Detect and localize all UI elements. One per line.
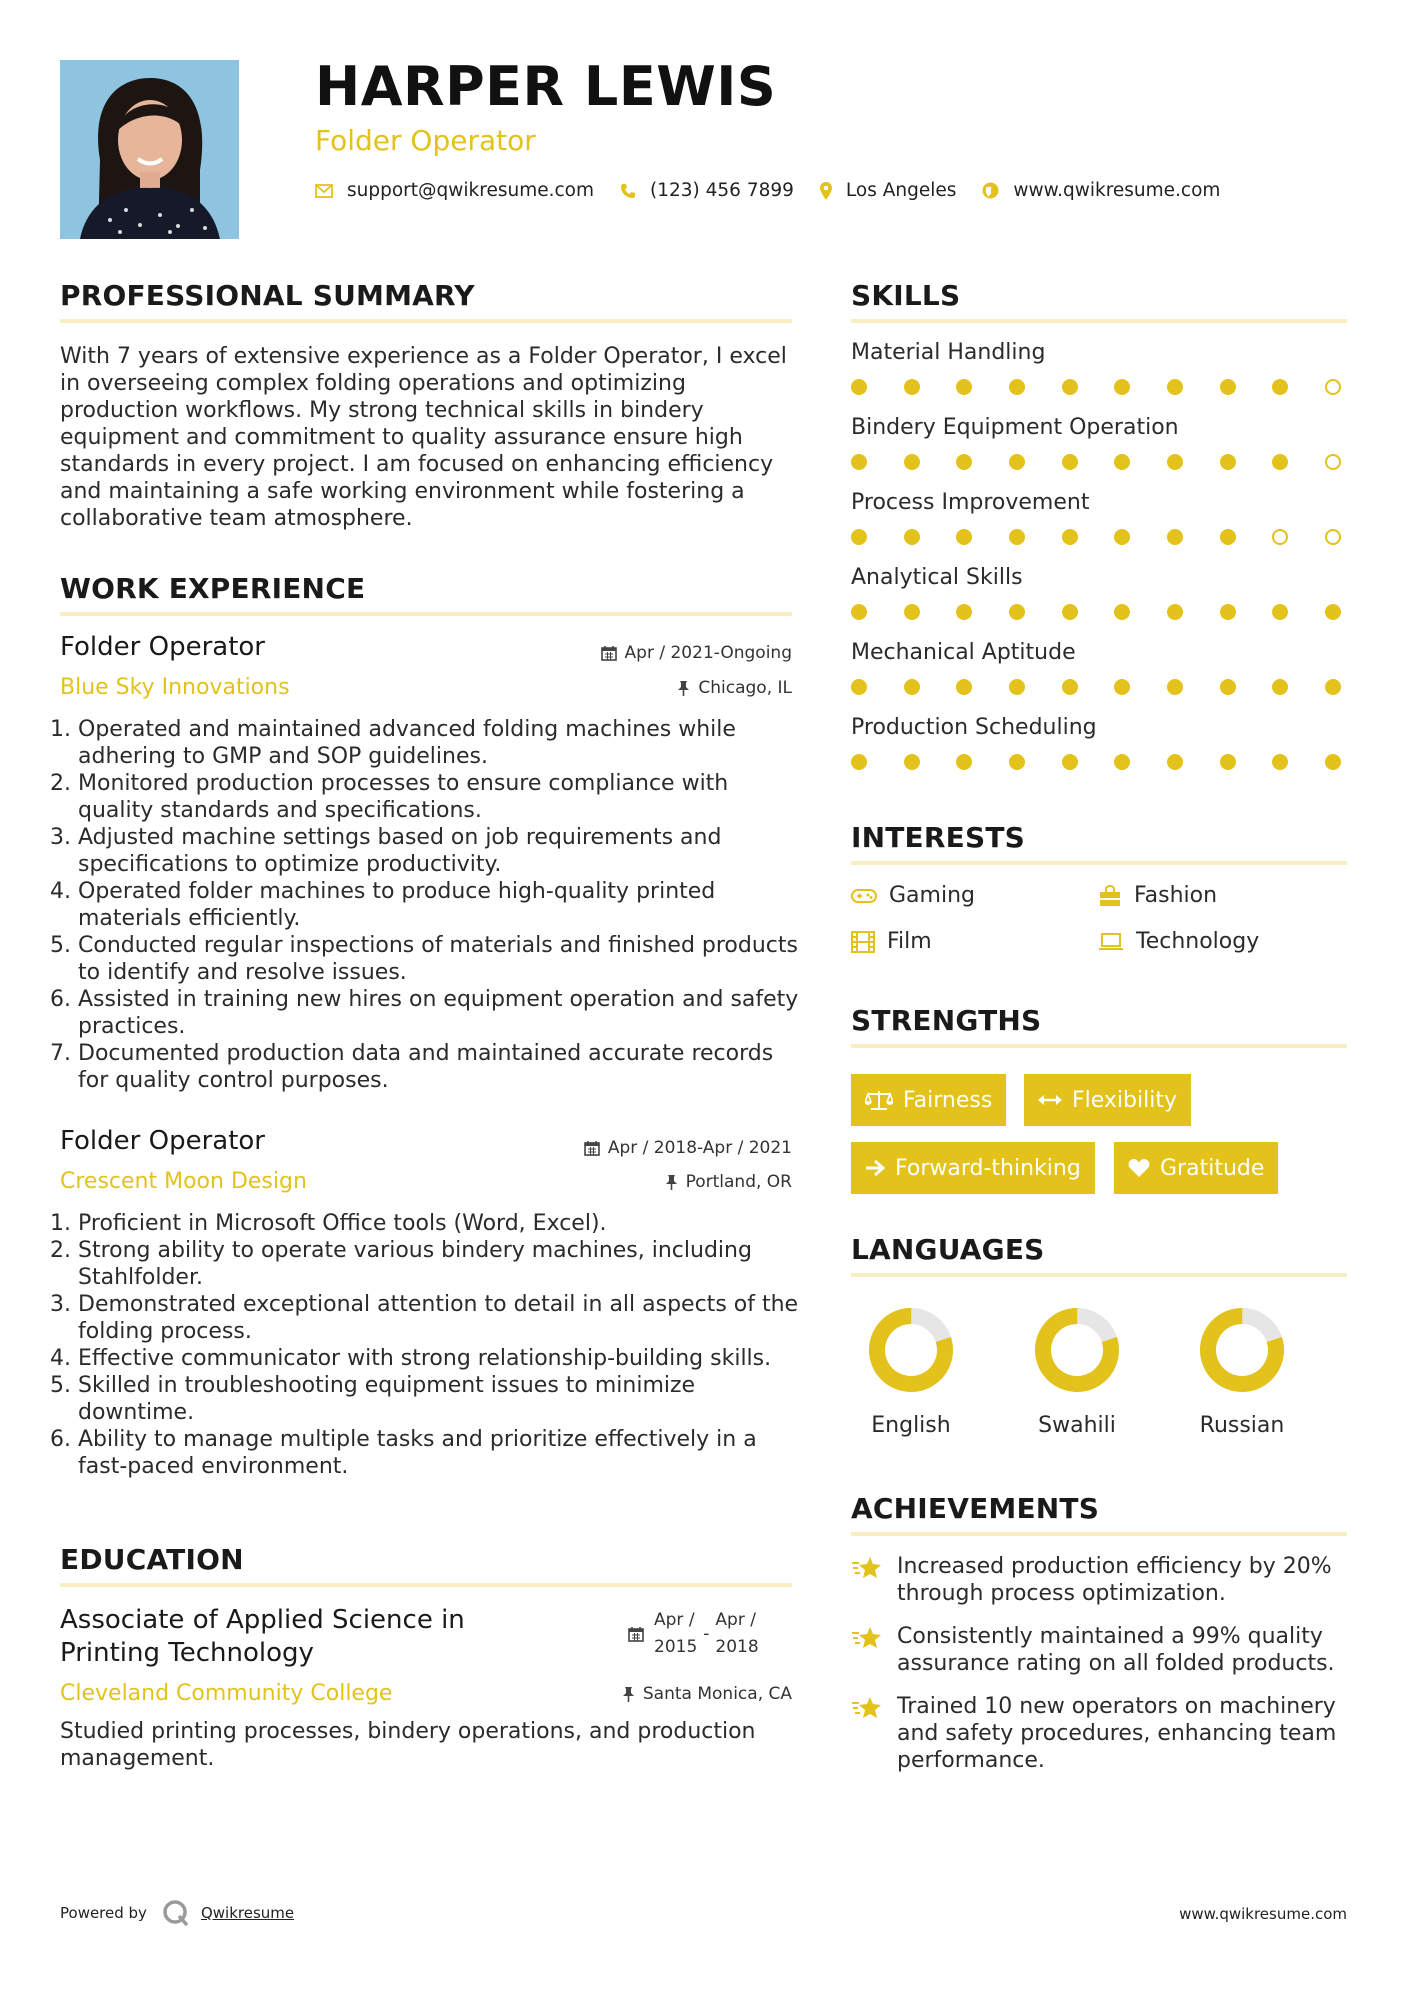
rating-dot-filled	[1220, 529, 1236, 545]
rating-dot-filled	[904, 379, 920, 395]
pushpin-icon	[677, 680, 690, 697]
rating-dot-filled	[1009, 679, 1025, 695]
skill-row	[851, 415, 1351, 490]
rating-dot-filled	[1272, 679, 1288, 695]
candidate-name: HARPER LEWIS	[315, 55, 777, 118]
gamepad-icon	[851, 888, 877, 904]
contact-bar	[315, 180, 1246, 201]
rating-dot-filled	[1062, 454, 1078, 470]
star-badge-icon	[851, 1555, 883, 1581]
rating-dot-filled	[1325, 604, 1341, 620]
job-2-bullet: 2. Strong ability to operate various bindery machines, including Stahlfolder.	[78, 1237, 800, 1291]
language-name: Russian	[1199, 1413, 1285, 1438]
language-donut	[1017, 1305, 1137, 1395]
strength-label: Fairness	[903, 1087, 993, 1113]
skill-row	[851, 715, 1351, 790]
rating-dot-filled	[851, 679, 867, 695]
rating-dot-filled	[1272, 379, 1288, 395]
job-1-location-text: Chicago, IL	[698, 678, 792, 698]
job-2-location-text: Portland, OR	[685, 1172, 792, 1192]
rating-dot-filled	[1167, 679, 1183, 695]
rating-dot-filled	[1114, 454, 1130, 470]
interests-heading: INTERESTS	[851, 821, 1025, 854]
rating-dot-filled	[1009, 754, 1025, 770]
achievement-item	[851, 1553, 1351, 1607]
skill-rating	[851, 529, 1341, 545]
languages-heading: LANGUAGES	[851, 1233, 1045, 1266]
rating-dot-filled	[851, 604, 867, 620]
summary-rule	[60, 319, 792, 323]
profile-photo	[60, 60, 239, 239]
rating-dot-filled	[904, 454, 920, 470]
job-1-company: Blue Sky Innovations	[60, 675, 290, 700]
degree-line-1: Associate of Applied Science in	[60, 1605, 465, 1635]
rating-dot-filled	[1009, 604, 1025, 620]
interest-gaming	[851, 883, 975, 908]
experience-heading: WORK EXPERIENCE	[60, 572, 366, 605]
edu-start-year: 2015	[654, 1637, 698, 1657]
rating-dot-filled	[1167, 754, 1183, 770]
job-2-title: Folder Operator	[60, 1126, 265, 1156]
school-name: Cleveland Community College	[60, 1681, 393, 1706]
edu-start-month: Apr /	[654, 1610, 695, 1630]
skill-name: Material Handling	[851, 340, 1046, 365]
rating-dot-filled	[1220, 454, 1236, 470]
achievement-text: Trained 10 new operators on machinery and safety procedures, enhancing team performance.	[897, 1694, 1337, 1773]
contact-website[interactable]	[982, 180, 1220, 201]
job-1-bullet: 6. Assisted in training new hires on equipment operation and safety practices.	[78, 986, 800, 1040]
strength-badge-fairness	[851, 1074, 1006, 1126]
job-2-location	[665, 1172, 792, 1192]
experience-rule	[60, 612, 792, 616]
rating-dot-filled	[851, 379, 867, 395]
interest-technology	[1098, 929, 1259, 954]
skill-row	[851, 565, 1351, 640]
envelope-icon	[315, 184, 333, 198]
education-location-text: Santa Monica, CA	[642, 1684, 792, 1704]
candidate-title: Folder Operator	[315, 124, 536, 157]
job-1-dates	[601, 643, 792, 663]
rating-dot-filled	[1114, 679, 1130, 695]
powered-by-label: Powered by	[60, 1904, 147, 1922]
rating-dot-empty	[1325, 379, 1341, 395]
rating-dot-filled	[904, 529, 920, 545]
phone-icon	[620, 183, 636, 199]
interest-label: Technology	[1136, 929, 1260, 954]
job-2-bullet: 1. Proficient in Microsoft Office tools (Word, Excel).	[78, 1210, 800, 1237]
contact-location	[820, 180, 957, 201]
rating-dot-filled	[956, 379, 972, 395]
languages-list	[851, 1305, 1351, 1445]
job-1-bullet: 1. Operated and maintained advanced folding machines while adhering to GMP and SOP guidelines.	[78, 716, 800, 770]
contact-phone[interactable]	[620, 180, 794, 201]
rating-dot-empty	[1272, 529, 1288, 545]
skills-heading: SKILLS	[851, 279, 961, 312]
contact-location-text: Los Angeles	[845, 180, 957, 201]
language-item	[1017, 1305, 1137, 1438]
strength-badge-forward-thinking	[851, 1142, 1095, 1194]
job-1-bullet: 3. Adjusted machine settings based on job requirements and specifications to optimize productivity.	[78, 824, 800, 878]
laptop-icon	[1098, 933, 1124, 951]
job-2-bullet: 3. Demonstrated exceptional attention to detail in all aspects of the folding process.	[78, 1291, 800, 1345]
language-name: Swahili	[1038, 1413, 1116, 1438]
rating-dot-filled	[956, 754, 972, 770]
interest-label: Gaming	[889, 883, 975, 908]
rating-dot-filled	[1114, 529, 1130, 545]
pushpin-icon	[665, 1174, 678, 1191]
skills-list	[851, 340, 1351, 790]
skill-name: Analytical Skills	[851, 565, 1023, 590]
footer-website[interactable]: www.qwikresume.com	[1179, 1905, 1347, 1923]
rating-dot-filled	[1272, 454, 1288, 470]
rating-dot-filled	[956, 604, 972, 620]
language-item	[1182, 1305, 1302, 1438]
strength-badge-gratitude	[1114, 1142, 1278, 1194]
edu-end-month: Apr /	[715, 1610, 756, 1630]
rating-dot-filled	[904, 679, 920, 695]
job-2-dates	[584, 1138, 792, 1158]
rating-dot-filled	[1114, 379, 1130, 395]
pushpin-icon	[622, 1686, 635, 1703]
globe-icon	[982, 182, 999, 199]
skill-name: Process Improvement	[851, 490, 1090, 515]
edu-date-dash: -	[703, 1624, 710, 1644]
achievement-item	[851, 1623, 1351, 1677]
job-1-dates-text: Apr / 2021-Ongoing	[624, 643, 792, 663]
edu-end	[715, 1607, 758, 1661]
language-name: English	[871, 1413, 951, 1438]
education-location	[622, 1684, 792, 1704]
language-donut	[1182, 1305, 1302, 1395]
contact-website-text: www.qwikresume.com	[1013, 180, 1221, 201]
rating-dot-filled	[956, 454, 972, 470]
language-donut-fill	[1199, 1307, 1285, 1393]
strength-label: Flexibility	[1072, 1087, 1177, 1113]
rating-dot-filled	[1062, 604, 1078, 620]
rating-dot-filled	[904, 604, 920, 620]
calendar-icon	[628, 1626, 644, 1642]
achievements-rule	[851, 1532, 1347, 1536]
balance-scale-icon	[865, 1089, 893, 1111]
language-donut-fill	[868, 1307, 954, 1393]
heart-icon	[1128, 1158, 1150, 1178]
contact-email[interactable]	[315, 180, 594, 201]
skills-rule	[851, 319, 1347, 323]
skill-row	[851, 490, 1351, 565]
footer-powered-by	[60, 1898, 294, 1928]
job-1-bullet: 7. Documented production data and maintained accurate records for quality control purposes.	[78, 1040, 800, 1094]
degree-line-2: Printing Technology	[60, 1638, 314, 1668]
rating-dot-empty	[1325, 454, 1341, 470]
language-donut	[851, 1305, 971, 1395]
skill-row	[851, 640, 1351, 715]
interest-label: Film	[887, 929, 932, 954]
calendar-icon	[601, 645, 617, 661]
rating-dot-filled	[1114, 604, 1130, 620]
skill-rating	[851, 379, 1341, 395]
strength-label: Gratitude	[1160, 1155, 1265, 1181]
film-icon	[851, 931, 875, 953]
job-1-bullet: 5. Conducted regular inspections of materials and finished products to identify and resolve issues.	[78, 932, 800, 986]
job-2-company: Crescent Moon Design	[60, 1169, 307, 1194]
arrow-right-icon	[865, 1159, 885, 1177]
contact-email-text: support@qwikresume.com	[347, 180, 594, 201]
rating-dot-filled	[1062, 529, 1078, 545]
skill-name: Bindery Equipment Operation	[851, 415, 1179, 440]
edu-start	[654, 1607, 697, 1661]
skill-name: Mechanical Aptitude	[851, 640, 1076, 665]
rating-dot-filled	[1167, 529, 1183, 545]
rating-dot-empty	[1325, 529, 1341, 545]
achievement-text: Increased production efficiency by 20% through process optimization.	[897, 1554, 1332, 1606]
skill-rating	[851, 679, 1341, 695]
qwikresume-logo-icon	[161, 1898, 191, 1928]
rating-dot-filled	[1272, 754, 1288, 770]
contact-phone-text: (123) 456 7899	[650, 180, 794, 201]
education-heading: EDUCATION	[60, 1543, 244, 1576]
interest-film	[851, 929, 932, 954]
strength-label: Forward-thinking	[895, 1155, 1081, 1181]
education-description: Studied printing processes, bindery operations, and production management.	[60, 1719, 756, 1771]
summary-heading: PROFESSIONAL SUMMARY	[60, 279, 475, 312]
rating-dot-filled	[1062, 754, 1078, 770]
rating-dot-filled	[851, 454, 867, 470]
job-2-bullet: 6. Ability to manage multiple tasks and prioritize effectively in a fast-paced environment.	[78, 1426, 800, 1480]
rating-dot-filled	[1009, 454, 1025, 470]
achievements-list	[851, 1553, 1351, 1774]
rating-dot-filled	[851, 754, 867, 770]
language-item	[851, 1305, 971, 1438]
rating-dot-filled	[904, 754, 920, 770]
rating-dot-filled	[1220, 379, 1236, 395]
rating-dot-filled	[1220, 754, 1236, 770]
degree-title	[60, 1604, 465, 1670]
job-2-bullet: 5. Skilled in troubleshooting equipment issues to minimize downtime.	[78, 1372, 800, 1426]
education-rule	[60, 1583, 792, 1587]
shopping-bag-icon	[1098, 885, 1122, 907]
strength-badge-flexibility	[1024, 1074, 1191, 1126]
rating-dot-filled	[1062, 679, 1078, 695]
footer-brand-link[interactable]: Qwikresume	[200, 1904, 295, 1922]
rating-dot-filled	[1114, 754, 1130, 770]
skill-name: Production Scheduling	[851, 715, 1097, 740]
job-2-bullet: 4. Effective communicator with strong relationship-building skills.	[78, 1345, 800, 1372]
summary-text: With 7 years of extensive experience as a Folder Operator, I excel in overseeing complex folding operations and optimizing production workflows. My strong technical skills in bindery equipment and commitment to quality assurance ensure high standards in every project. I am focused on enhancing efficiency and maintaining a safe working environment while fostering a collaborative team atmosphere.	[60, 344, 787, 531]
education-dates	[628, 1607, 759, 1661]
job-1-location	[677, 678, 792, 698]
languages-rule	[851, 1273, 1347, 1277]
skill-rating	[851, 454, 1341, 470]
achievement-item	[851, 1693, 1351, 1774]
rating-dot-filled	[956, 529, 972, 545]
map-pin-icon	[820, 182, 832, 200]
job-1-bullets	[60, 716, 800, 1094]
language-donut-fill	[1034, 1307, 1120, 1393]
rating-dot-filled	[1009, 379, 1025, 395]
job-2-bullets	[60, 1210, 800, 1480]
rating-dot-filled	[1272, 604, 1288, 620]
edu-end-year: 2018	[715, 1637, 759, 1657]
job-2-dates-text: Apr / 2018-Apr / 2021	[607, 1138, 792, 1158]
rating-dot-filled	[1325, 679, 1341, 695]
strengths-rule	[851, 1044, 1347, 1048]
rating-dot-filled	[1009, 529, 1025, 545]
star-badge-icon	[851, 1695, 883, 1721]
rating-dot-filled	[1220, 604, 1236, 620]
star-badge-icon	[851, 1625, 883, 1651]
job-1-bullet: 4. Operated folder machines to produce high-quality printed materials efficiently.	[78, 878, 800, 932]
interest-label: Fashion	[1134, 883, 1218, 908]
achievements-heading: ACHIEVEMENTS	[851, 1492, 1100, 1525]
job-1-title: Folder Operator	[60, 632, 265, 662]
skill-rating	[851, 754, 1341, 770]
arrows-horizontal-icon	[1038, 1093, 1062, 1107]
skill-rating	[851, 604, 1341, 620]
strengths-heading: STRENGTHS	[851, 1004, 1042, 1037]
rating-dot-filled	[1325, 754, 1341, 770]
rating-dot-filled	[1220, 679, 1236, 695]
skill-row	[851, 340, 1351, 415]
calendar-icon	[584, 1140, 600, 1156]
rating-dot-filled	[851, 529, 867, 545]
rating-dot-filled	[1167, 454, 1183, 470]
rating-dot-filled	[1062, 379, 1078, 395]
rating-dot-filled	[1167, 379, 1183, 395]
rating-dot-filled	[1167, 604, 1183, 620]
rating-dot-filled	[956, 679, 972, 695]
achievement-text: Consistently maintained a 99% quality assurance rating on all folded products.	[897, 1624, 1335, 1676]
interests-rule	[851, 861, 1347, 865]
interest-fashion	[1098, 883, 1217, 908]
job-1-bullet: 2. Monitored production processes to ensure compliance with quality standards and specifications.	[78, 770, 800, 824]
